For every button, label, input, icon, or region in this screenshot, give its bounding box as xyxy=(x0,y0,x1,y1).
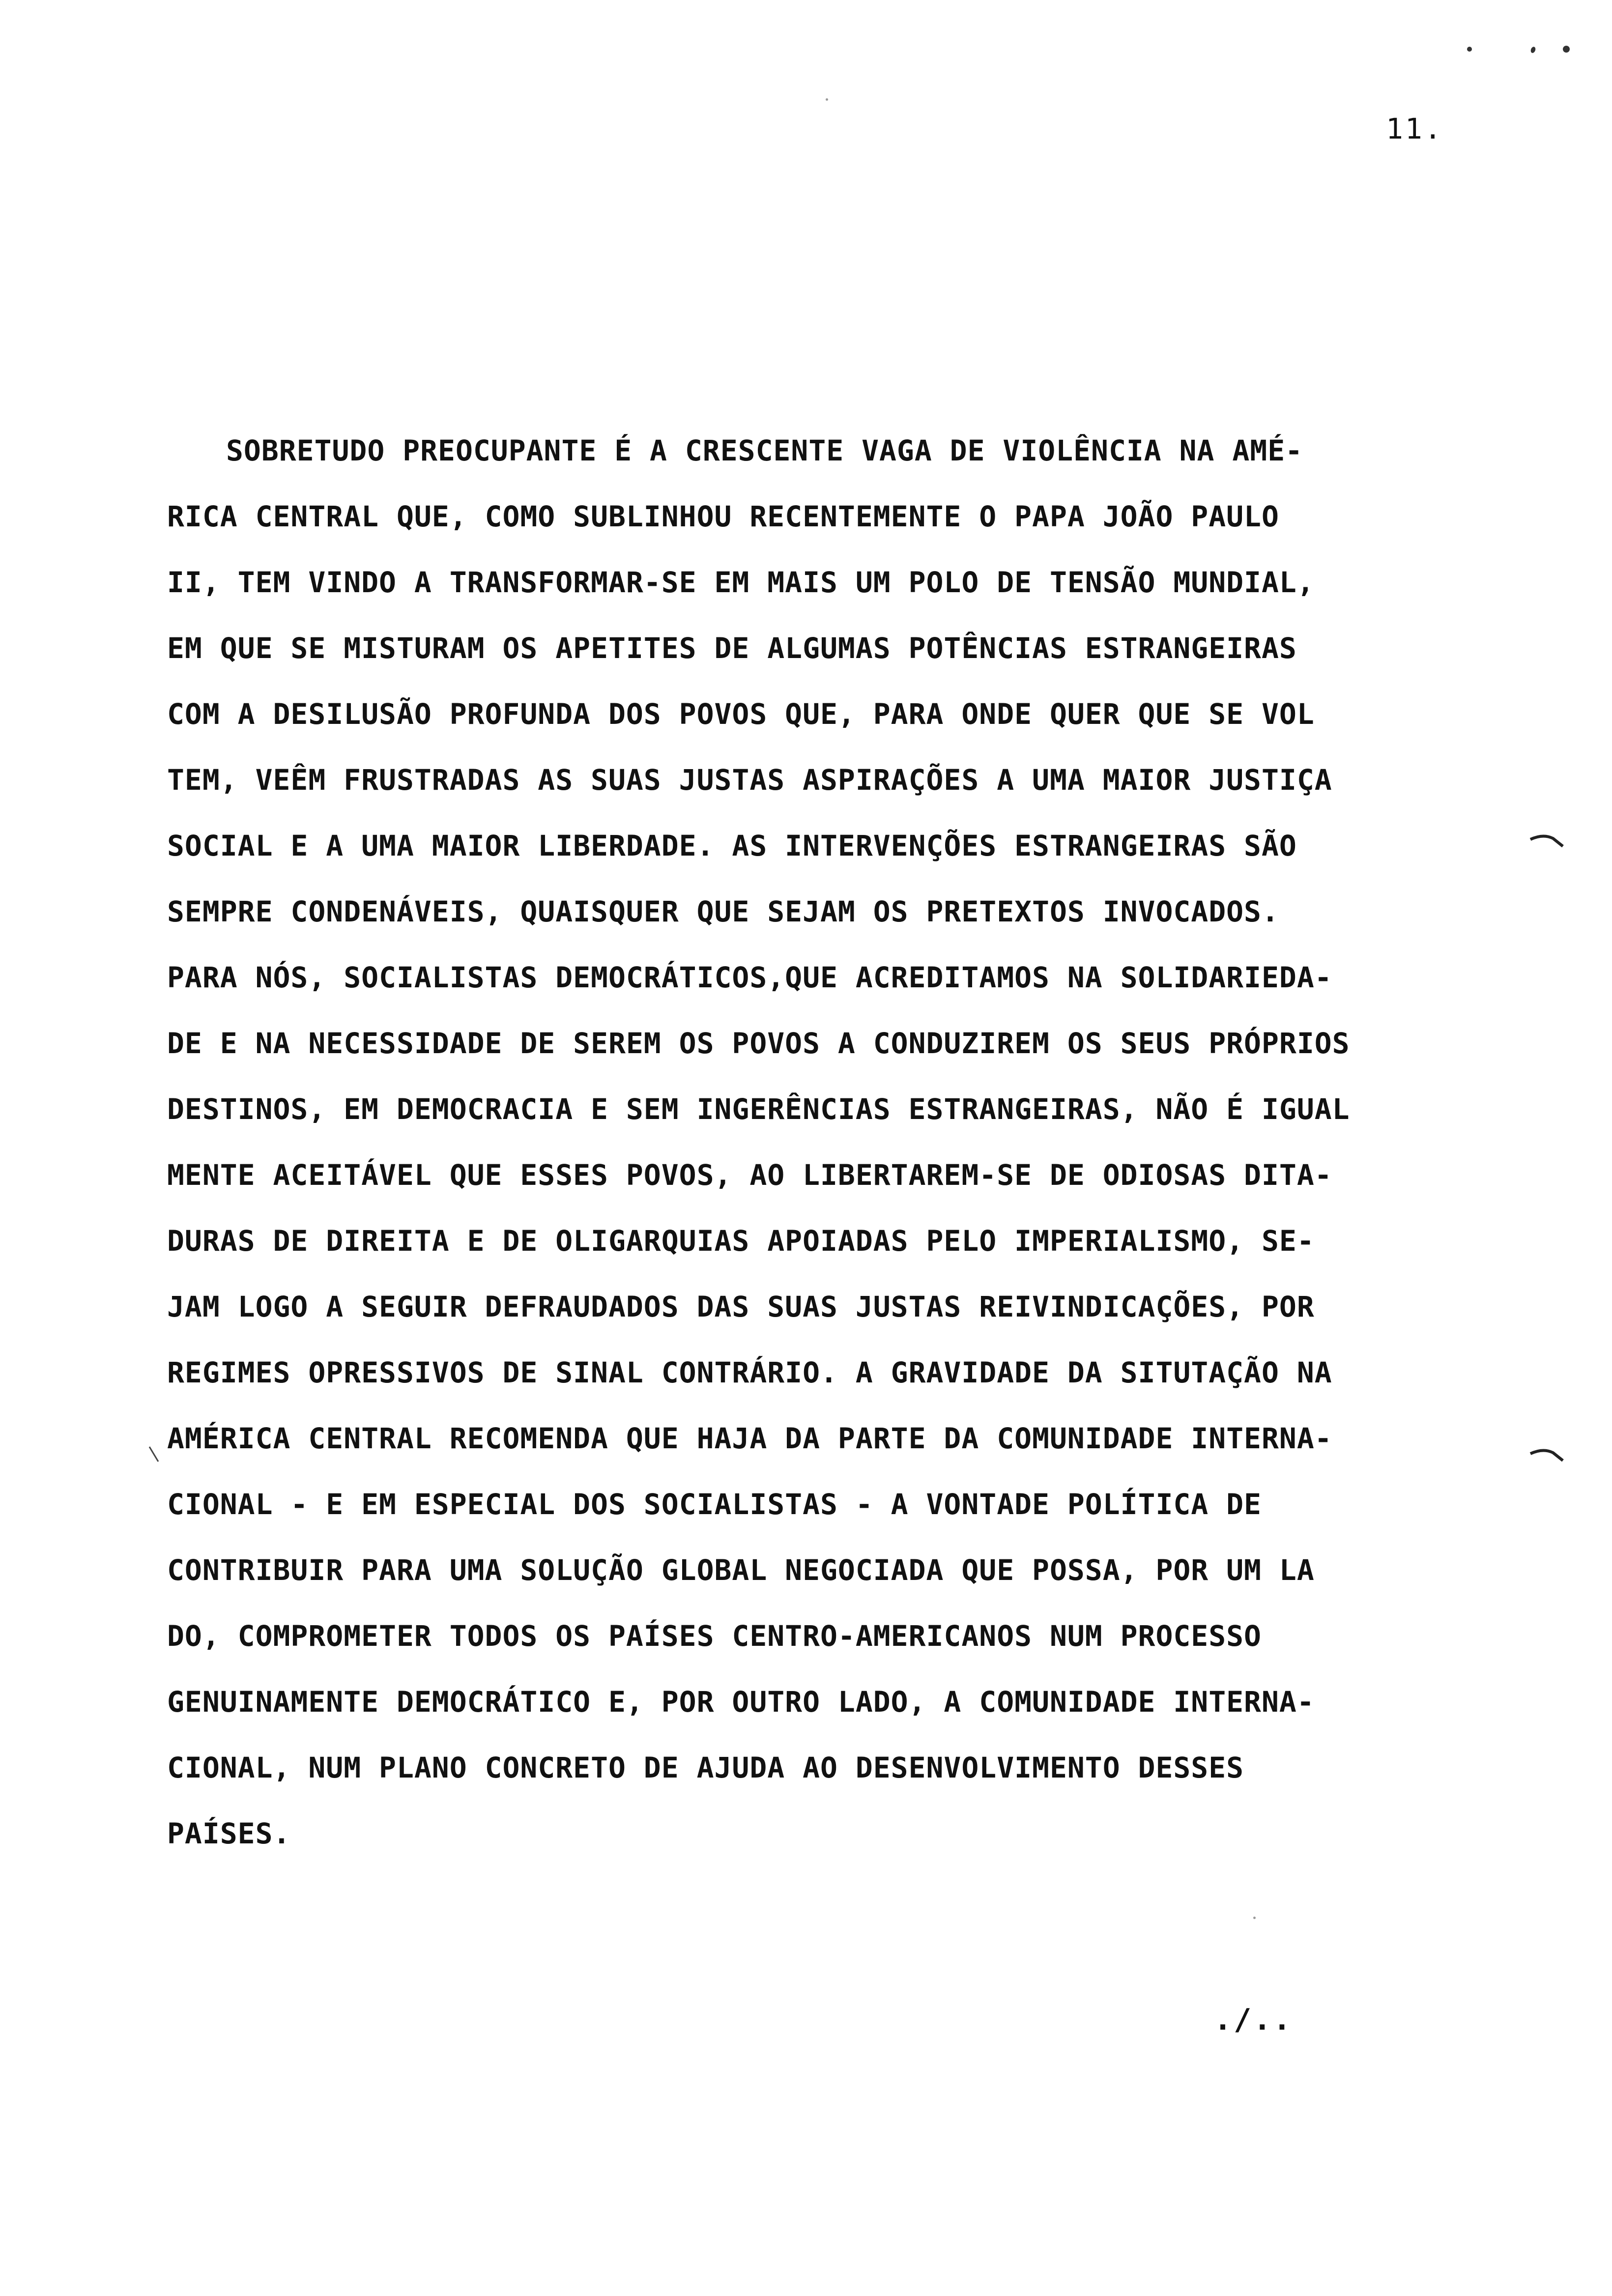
body-paragraph xyxy=(167,418,1494,1866)
continuation-mark: ./.. xyxy=(1214,2003,1293,2037)
paragraph-line: PAÍSES. xyxy=(167,1817,291,1850)
paragraph-line: PARA NÓS, SOCIALISTAS DEMOCRÁTICOS,QUE ACREDITAMOS NA SOLIDARIEDA- xyxy=(167,961,1332,994)
scan-speck xyxy=(1563,46,1570,53)
paragraph-line: SOBRETUDO PREOCUPANTE É A CRESCENTE VAGA DE VIOLÊNCIA NA AMÉ- xyxy=(226,434,1303,467)
scan-speck xyxy=(1467,47,1472,52)
paragraph-line: RICA CENTRAL QUE, COMO SUBLINHOU RECENTEMENTE O PAPA JOÃO PAULO xyxy=(167,500,1279,533)
paragraph-line: TEM, VEÊM FRUSTRADAS AS SUAS JUSTAS ASPIRAÇÕES A UMA MAIOR JUSTIÇA xyxy=(167,763,1332,797)
paragraph-line: SEMPRE CONDENÁVEIS, QUAISQUER QUE SEJAM OS PRETEXTOS INVOCADOS. xyxy=(167,895,1279,928)
paragraph-line: JAM LOGO A SEGUIR DEFRAUDADOS DAS SUAS JUSTAS REIVINDICAÇÕES, POR xyxy=(167,1290,1315,1323)
paragraph-line: DURAS DE DIREITA E DE OLIGARQUIAS APOIADAS PELO IMPERIALISMO, SE- xyxy=(167,1224,1315,1258)
scan-speck xyxy=(1530,46,1536,54)
paragraph-line: COM A DESILUSÃO PROFUNDA DOS POVOS QUE, PARA ONDE QUER QUE SE VOL xyxy=(167,697,1315,731)
paragraph-line: MENTE ACEITÁVEL QUE ESSES POVOS, AO LIBERTAREM-SE DE ODIOSAS DITA- xyxy=(167,1158,1332,1192)
paragraph-line: II, TEM VINDO A TRANSFORMAR-SE EM MAIS UM POLO DE TENSÃO MUNDIAL, xyxy=(167,566,1315,599)
scan-speck xyxy=(826,98,828,101)
paragraph-line: SOCIAL E A UMA MAIOR LIBERDADE. AS INTERVENÇÕES ESTRANGEIRAS SÃO xyxy=(167,829,1297,862)
paragraph-line: REGIMES OPRESSIVOS DE SINAL CONTRÁRIO. A GRAVIDADE DA SITUTAÇÃO NA xyxy=(167,1356,1332,1389)
paragraph-line: DE E NA NECESSIDADE DE SEREM OS POVOS A CONDUZIREM OS SEUS PRÓPRIOS xyxy=(167,1027,1350,1060)
paragraph-line: DO, COMPROMETER TODOS OS PAÍSES CENTRO-AMERICANOS NUM PROCESSO xyxy=(167,1619,1262,1653)
paragraph-line: AMÉRICA CENTRAL RECOMENDA QUE HAJA DA PARTE DA COMUNIDADE INTERNA- xyxy=(167,1422,1332,1455)
paragraph-line: DESTINOS, EM DEMOCRACIA E SEM INGERÊNCIAS ESTRANGEIRAS, NÃO É IGUAL xyxy=(167,1092,1350,1126)
paragraph-line: CIONAL, NUM PLANO CONCRETO DE AJUDA AO DESENVOLVIMENTO DESSES xyxy=(167,1751,1244,1784)
margin-tick-mark xyxy=(147,1445,162,1464)
scan-speck xyxy=(1253,1917,1256,1919)
margin-tick-mark xyxy=(1528,831,1568,850)
paragraph-line: CONTRIBUIR PARA UMA SOLUÇÃO GLOBAL NEGOCIADA QUE POSSA, POR UM LA xyxy=(167,1553,1315,1587)
margin-tick-mark xyxy=(1528,1445,1568,1464)
paragraph-line: EM QUE SE MISTURAM OS APETITES DE ALGUMAS POTÊNCIAS ESTRANGEIRAS xyxy=(167,631,1297,665)
paragraph-line: CIONAL - E EM ESPECIAL DOS SOCIALISTAS - A VONTADE POLÍTICA DE xyxy=(167,1488,1262,1521)
page-number: 11. xyxy=(1386,112,1443,145)
paragraph-line: GENUINAMENTE DEMOCRÁTICO E, POR OUTRO LADO, A COMUNIDADE INTERNA- xyxy=(167,1685,1315,1719)
